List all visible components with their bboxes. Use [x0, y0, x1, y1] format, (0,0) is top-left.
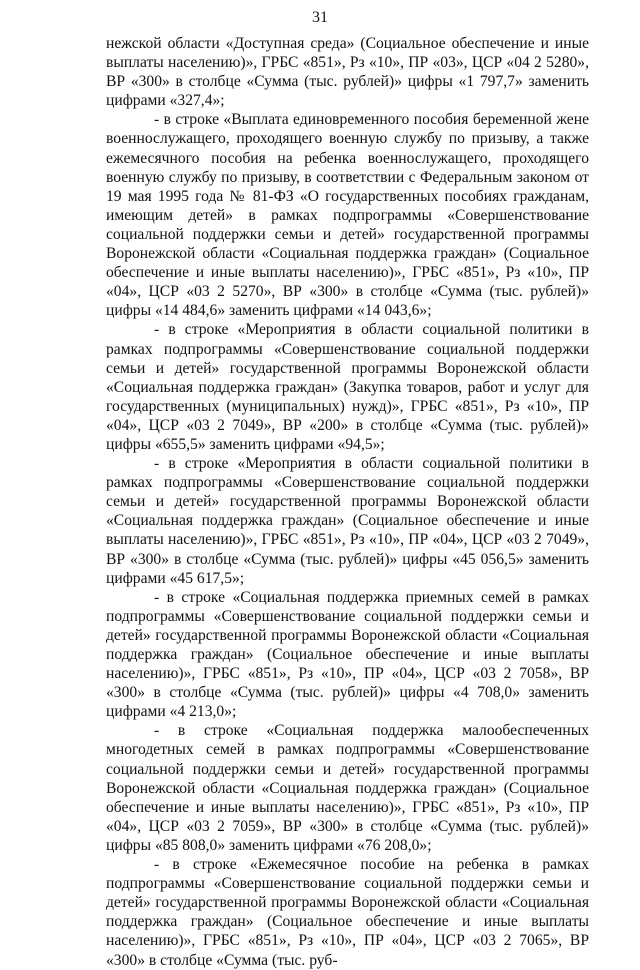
document-body	[106, 34, 589, 970]
paragraph: - в строке «Выплата единовременного пособия беременной жене военнослужащего, проходящего военную службу по призыву, а также ежемесячного пособия на ребенка военнослужащего, проходящего военную службу по призыву, в соответствии с Федеральным законом от 19 мая 1995 года № 81-ФЗ «О государственных пособиях гражданам, имеющим детей» в рамках подпрограммы «Совершенствование социальной поддержки семьи и детей» государственной программы Воронежской области «Социальная поддержка граждан» (Социальное обеспечение и иные выплаты населению)», ГРБС «851», Рз «10», ПР «04», ЦСР «03 2 5270», ВР «300» в столбце «Сумма (тыс. рублей)» цифры «14 484,6» заменить цифрами «14 043,6»;	[106, 111, 589, 320]
page-number: 31	[312, 9, 328, 26]
paragraph: - в строке «Мероприятия в области социальной политики в рамках подпрограммы «Совершенствование социальной поддержки семьи и детей» государственной программы Воронежской области «Социальная поддержка граждан» (Социальное обеспечение и иные выплаты населению)», ГРБС «851», Рз «10», ПР «04», ЦСР «03 2 7049», ВР «300» в столбце «Сумма (тыс. рублей)» цифры «45 056,5» заменить цифрами «45 617,5»;	[106, 455, 589, 587]
paragraph: - в строке «Социальная поддержка малообеспеченных многодетных семей в рамках подпрограммы «Совершенствование социальной поддержки семьи и детей» государственной программы Воронежской области «Социальная поддержка граждан» (Социальное обеспечение и иные выплаты населению)», ГРБС «851», Рз «10», ПР «04», ЦСР «03 2 7059», ВР «300» в столбце «Сумма (тыс. рублей)» цифры «85 808,0» заменить цифрами «76 208,0»;	[106, 722, 589, 854]
paragraph: - в строке «Ежемесячное пособие на ребенка в рамках подпрограммы «Совершенствование социальной поддержки семьи и детей» государственной программы Воронежской области «Социальная поддержка граждан» (Социальное обеспечение и иные выплаты населению)», ГРБС «851», Рз «10», ПР «04», ЦСР «03 2 7065», ВР «300» в столбце «Сумма (тыс. руб-	[106, 856, 589, 969]
paragraph: - в строке «Мероприятия в области социальной политики в рамках подпрограммы «Совершенствование социальной поддержки семьи и детей» государственной программы Воронежской области «Социальная поддержка граждан» (Закупка товаров, работ и услуг для государственных (муниципальных) нужд)», ГРБС «851», Рз «10», ПР «04», ЦСР «03 2 7049», ВР «200» в столбце «Сумма (тыс. рублей)» цифры «655,5» заменить цифрами «94,5»;	[106, 321, 589, 453]
paragraph: - в строке «Социальная поддержка приемных семей в рамках подпрограммы «Совершенствование социальной поддержки семьи и детей» государственной программы Воронежской области «Социальная поддержка граждан» (Социальное обеспечение и иные выплаты населению)», ГРБС «851», Рз «10», ПР «04», ЦСР «03 2 7058», ВР «300» в столбце «Сумма (тыс. рублей)» цифры «4 708,0» заменить цифрами «4 213,0»;	[106, 588, 589, 721]
paragraph: нежской области «Доступная среда» (Социальное обеспечение и иные выплаты населению)», ГРБС «851», Рз «10», ПР «03», ЦСР «04 2 5280», ВР «300» в столбце «Сумма (тыс. рублей)» цифры «1 797,7» заменить цифрами «327,4»;	[106, 35, 589, 110]
